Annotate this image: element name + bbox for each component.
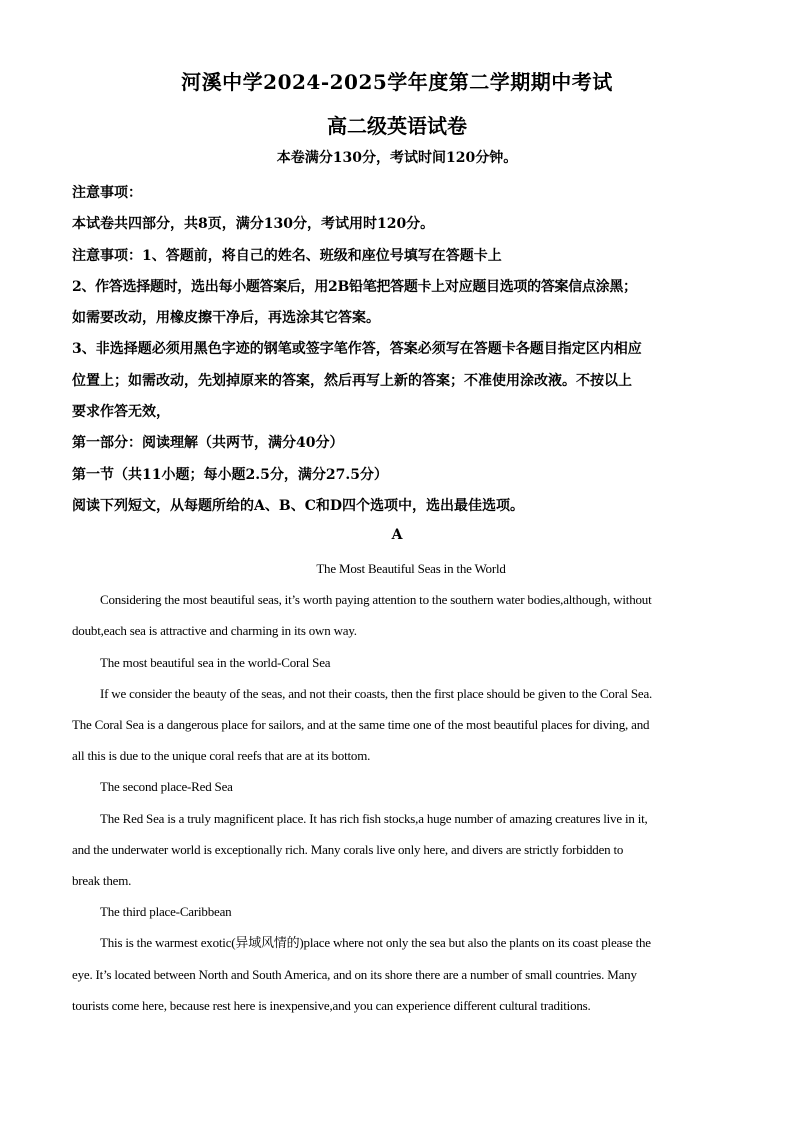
instruction-line: 位置上；如需改动，先划掉原来的答案，然后再写上新的答案；不准使用涂改液。不按以上 <box>72 372 632 389</box>
passage-line: and the underwater world is exceptionally rich. Many corals live only here, and divers are strictly forbidden to <box>72 841 624 857</box>
instruction-line: 要求作答无效， <box>72 404 170 421</box>
instruction-line: 2、作答选择题时，选出每小题答案后，用2B铅笔把答题卡上对应题目选项的答案信点涂黑； <box>72 278 637 295</box>
passage-title: The Most Beautiful Seas in the World <box>316 561 506 576</box>
passage-line: The Red Sea is a truly magnificent place. It has rich fish stocks,a huge number of amazing creatures live in it, <box>100 810 648 826</box>
passage-line: This is the warmest exotic(异域风情的)place where not only the sea but also the plants on its coast please the <box>100 935 651 951</box>
exam-title: 河溪中学2024-2025学年度第二学期期中考试 <box>181 70 613 94</box>
instruction-line: 注意事项：1、答题前，将自己的姓名、班级和座位号填写在答题卡上 <box>72 247 502 264</box>
exam-subtitle: 高二级英语试卷 <box>327 114 467 138</box>
passage-line: tourists come here, because rest here is inexpensive,and you can experience different cultural traditions. <box>72 997 591 1013</box>
directions-text: 阅读下列短文，从每题所给的A、B、C和D四个选项中，选出最佳选项。 <box>72 497 524 514</box>
instruction-line: 本试卷共四部分，共8页，满分130分，考试用时120分。 <box>72 216 435 233</box>
section-heading: 第一节（共11小题；每小题2.5分，满分27.5分） <box>72 466 388 483</box>
instructions-heading: 注意事项： <box>72 185 142 201</box>
score-time-note: 本卷满分130分，考试时间120分钟。 <box>276 150 518 166</box>
passage-line: all this is due to the unique coral reefs that are at its bottom. <box>72 748 371 764</box>
subheading: The second place-Red Sea <box>100 779 233 795</box>
subheading: The most beautiful sea in the world-Coral Sea <box>100 654 331 670</box>
instruction-line: 如需要改动，用橡皮擦干净后，再选涂其它答案。 <box>72 310 380 327</box>
passage-line: doubt,each sea is attractive and charming in its own way. <box>72 623 357 639</box>
passage-line: The Coral Sea is a dangerous place for sailors, and at the same time one of the most beautiful places for diving, and <box>72 717 650 733</box>
passage-line: Considering the most beautiful seas, it’s worth paying attention to the southern water bodies,although, without <box>100 592 652 608</box>
part-heading: 第一部分：阅读理解（共两节，满分40分） <box>72 435 344 452</box>
passage-body <box>72 553 722 1021</box>
instruction-line: 3、非选择题必须用黑色字迹的钢笔或签字笔作答，答案必须写在答题卡各题目指定区内相应 <box>72 341 642 358</box>
instructions-block <box>72 178 732 522</box>
passage-label: A <box>391 527 403 543</box>
passage-line: eye. It’s located between North and South America, and on its shore there are a number of small countries. Many <box>72 966 637 982</box>
passage-line: If we consider the beauty of the seas, and not their coasts, then the first place should be given to the Coral Sea. <box>100 685 653 701</box>
passage-line: break them. <box>72 873 132 889</box>
subheading: The third place-Caribbean <box>100 904 232 920</box>
